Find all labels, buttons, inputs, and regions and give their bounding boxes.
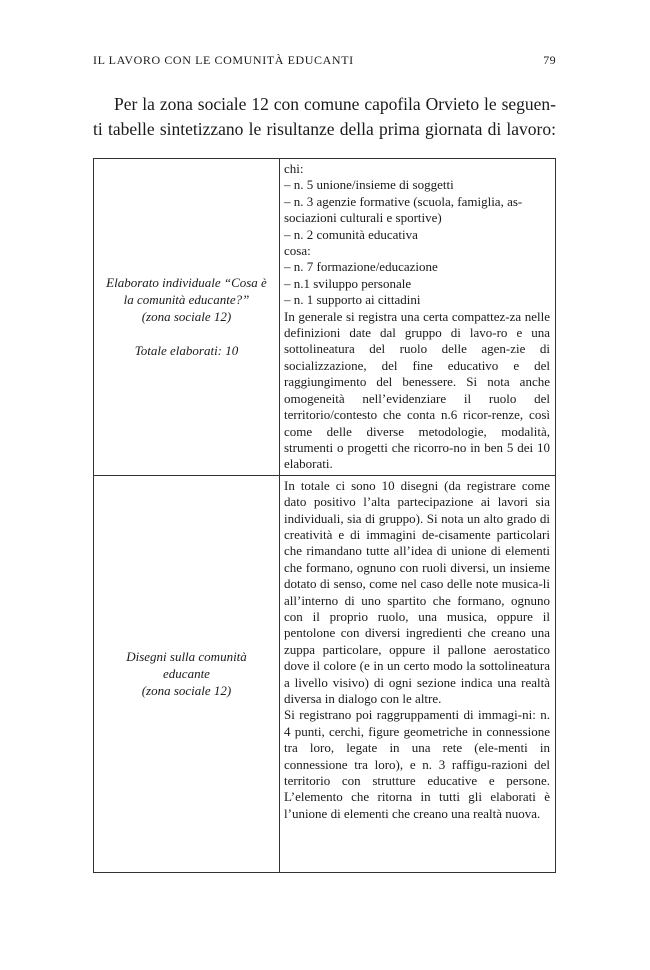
row-label-line: Elaborato individuale “Cosa è [106,275,267,291]
list-item: cosa: [284,243,311,259]
running-head [93,53,556,68]
row-label-line: Disegni sulla comunità [126,649,247,665]
list-item: chi: [284,161,304,176]
row-paragraph: In totale ci sono 10 disegni (da registrare come dato positivo l’alta partecipazione ai lavori sia individuali, sia di gruppo). Si nota un alto grado di creatività e di immagini de-cisamente particolari che rimandano tutte all’idea di unione di elementi che formano, ognuno con ruoli diversi, un insieme dotato di senso, come nel caso delle note musica-li all’interno di uno spartito che formano, ognuno con il proprio ruolo, una musica, oppure il pentolone con diversi ingredienti che creano una zuppa particolare, oppure il pallone aerostatico dove il colore (e in un certo modo la sottolineatura a livello visivo) di ogni sezione indica una realtà diversa in dialogo con le altre. [284,477,550,706]
row-label-line: la comunità educante?” [123,292,250,308]
row-content [284,161,550,473]
intro-paragraph [93,92,556,142]
table-row [94,475,556,872]
intro-line-1: Per la zona sociale 12 con comune capofila Orvieto le seguen- [114,94,556,114]
table-cell-label [94,475,280,872]
list-item: – n. 5 unione/insieme di soggetti [284,177,454,193]
table-cell-label [94,159,280,476]
table-cell-content [280,159,556,476]
list-item: sociazioni culturali e sportive) [284,210,442,226]
row-label [94,648,279,699]
table-row [94,159,556,476]
table-cell-content [280,475,556,872]
summary-table [93,158,556,873]
row-paragraph: In generale si registra una certa compattez-za nelle definizioni date dal gruppo di lavo-ro e una sottolineatura del ruolo delle agen-zie di socializzazione, del fine educativo e del raggiungimento del benessere. Si nota anche omogeneità nell’evidenziare il ruolo del territorio/contesto che conta n.6 ricor-renze, così come delle diverse metodologie, modalità, strumenti o progetti che ricorro-no in ben 5 dei 10 elaborati. [284,308,550,472]
row-label [94,274,279,359]
list-item: – n. 7 formazione/educazione [284,259,438,275]
row-label-line: (zona sociale 12) [141,309,232,325]
row-label-line: (zona sociale 12) [141,683,232,699]
list-item: – n. 3 agenzie formative (scuola, famiglia, as- [284,193,523,209]
row-label-line: educante [163,666,210,682]
page-number: 79 [543,53,556,67]
row-paragraph: Si registrano poi raggruppamenti di immagi-ni: n. 4 punti, cerchi, figure geometriche in connessione tra loro, legate in una rete (ele-menti in connessione tra loro), e n. 3 raffigu-razioni del territorio con strutture educative e persone. L’elemento che ritorna in tutti gli elaborati è l’unione di elementi che creano una realtà nuova. [284,707,550,821]
list-item: – n. 2 comunità educativa [284,226,418,242]
intro-line-2: ti tabelle sintetizzano le risultanze della prima giornata di lavoro: [93,119,556,139]
list-item: – n.1 sviluppo personale [284,275,412,291]
list-item: – n. 1 supporto ai cittadini [284,292,421,308]
row-content [284,478,550,823]
row-label-total: Totale elaborati: 10 [134,343,239,359]
running-head-title: IL LAVORO CON LE COMUNITÀ EDUCANTI [93,53,354,67]
